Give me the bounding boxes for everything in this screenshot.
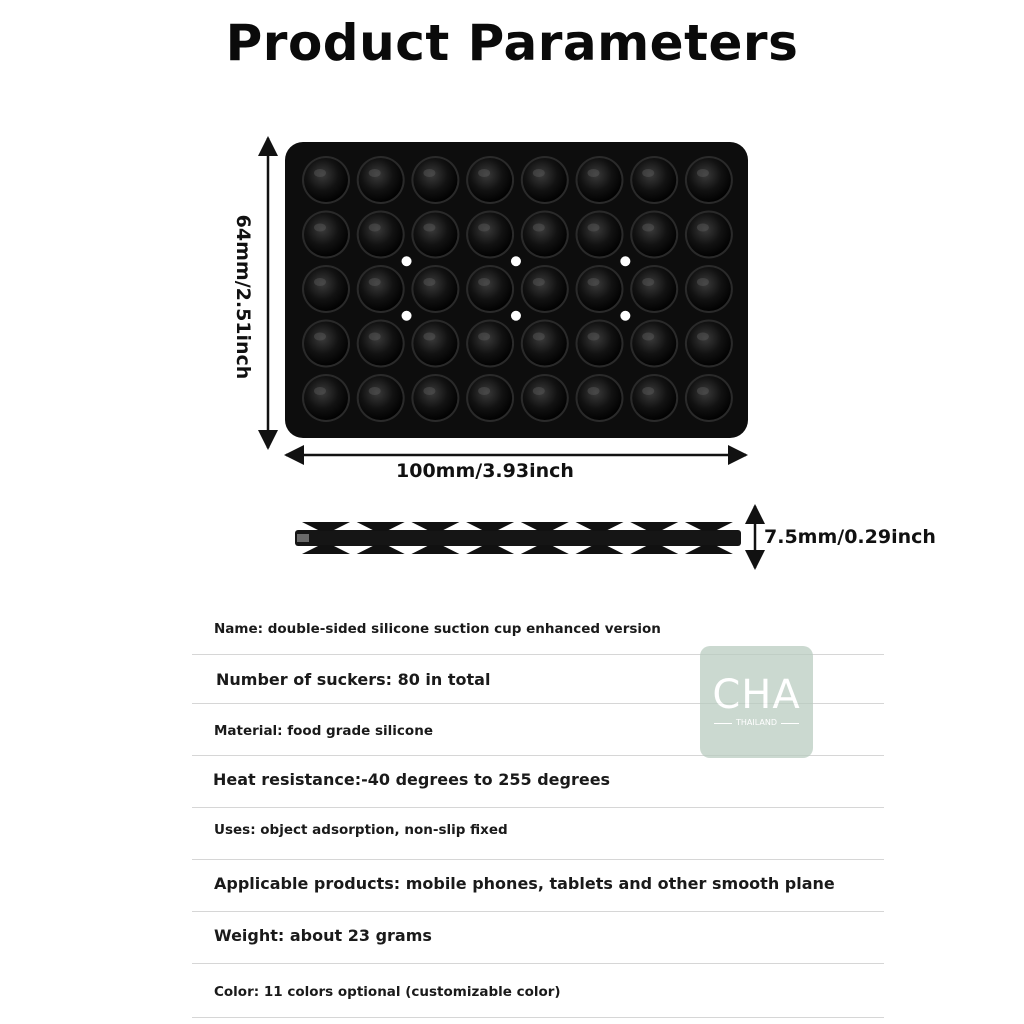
suction-cup-highlight	[533, 169, 545, 177]
suction-cup	[523, 267, 567, 311]
suction-cup-highlight	[642, 333, 654, 341]
suction-cup	[523, 213, 567, 257]
suction-cup	[468, 158, 512, 202]
side-cup-bottom	[357, 545, 405, 554]
suction-cup-highlight	[642, 278, 654, 286]
suction-cup	[304, 213, 348, 257]
side-cup-bottom	[685, 545, 733, 554]
suction-cup-highlight	[369, 169, 381, 177]
suction-cup	[413, 158, 457, 202]
side-cup-top	[630, 522, 678, 531]
suction-cup-highlight	[697, 169, 709, 177]
suction-cup	[687, 322, 731, 366]
side-cup-top	[521, 522, 569, 531]
suction-cup-highlight	[423, 224, 435, 232]
suction-cup	[413, 213, 457, 257]
side-cup-top	[411, 522, 459, 531]
side-cup-bottom	[302, 545, 350, 554]
suction-cup-highlight	[588, 224, 600, 232]
suction-cup-highlight	[369, 333, 381, 341]
suction-cup	[359, 376, 403, 420]
suction-cup-highlight	[588, 333, 600, 341]
suction-cup-highlight	[697, 333, 709, 341]
suction-cup-highlight	[642, 169, 654, 177]
suction-cup	[687, 267, 731, 311]
side-cup-bottom	[411, 545, 459, 554]
suction-cup-highlight	[697, 387, 709, 395]
spec-applicable-products: Applicable products: mobile phones, tablets and other smooth plane	[192, 859, 884, 912]
side-cup-top	[357, 522, 405, 531]
suction-cup-highlight	[697, 278, 709, 286]
suction-cup	[304, 376, 348, 420]
suction-cup	[632, 267, 676, 311]
width-dimension-label: 100mm/3.93inch	[396, 460, 574, 482]
pad-hole	[402, 256, 412, 266]
spec-uses: Uses: object adsorption, non-slip fixed	[192, 807, 884, 860]
suction-cup-highlight	[588, 278, 600, 286]
suction-cup-highlight	[588, 169, 600, 177]
suction-cup	[523, 158, 567, 202]
watermark-subtext: THAILAND	[736, 718, 777, 727]
side-cup-top	[576, 522, 624, 531]
suction-cup	[413, 322, 457, 366]
spec-suckers: Number of suckers: 80 in total	[192, 654, 884, 704]
suction-cup	[468, 376, 512, 420]
suction-cup	[578, 158, 622, 202]
suction-cup-highlight	[533, 278, 545, 286]
thickness-dimension-label: 7.5mm/0.29inch	[764, 526, 936, 548]
height-dimension-label: 64mm/2.51inch	[232, 214, 254, 380]
suction-cup	[304, 158, 348, 202]
side-base	[295, 530, 741, 546]
brand-watermark	[700, 646, 813, 758]
suction-cup-highlight	[533, 333, 545, 341]
side-cup-top	[466, 522, 514, 531]
suction-cup-highlight	[423, 333, 435, 341]
spec-color: Color: 11 colors optional (customizable color)	[192, 963, 884, 1018]
suction-cup	[359, 213, 403, 257]
suction-cup-highlight	[369, 224, 381, 232]
suction-cup	[468, 322, 512, 366]
suction-cup	[523, 376, 567, 420]
side-base-edge	[297, 534, 309, 542]
suction-cup	[632, 213, 676, 257]
side-cup-bottom	[521, 545, 569, 554]
suction-cup-highlight	[423, 278, 435, 286]
suction-cup	[468, 267, 512, 311]
spec-heat-resistance: Heat resistance:-40 degrees to 255 degrees	[192, 755, 884, 808]
suction-cup-highlight	[533, 387, 545, 395]
suction-cup-highlight	[314, 333, 326, 341]
suction-cup-highlight	[478, 333, 490, 341]
pad-hole	[620, 256, 630, 266]
suction-cup	[578, 322, 622, 366]
suction-cup-highlight	[533, 224, 545, 232]
page-title: Product Parameters	[225, 14, 799, 72]
side-cup-top	[302, 522, 350, 531]
spec-name: Name: double-sided silicone suction cup enhanced version	[192, 608, 884, 655]
suction-cup	[304, 267, 348, 311]
suction-cup-highlight	[423, 169, 435, 177]
suction-cup	[687, 158, 731, 202]
suction-cup-highlight	[588, 387, 600, 395]
spec-material: Material: food grade silicone	[192, 703, 884, 756]
suction-cup	[359, 267, 403, 311]
suction-cup-highlight	[642, 224, 654, 232]
pad-hole	[511, 256, 521, 266]
suction-cup	[632, 322, 676, 366]
suction-cup	[687, 213, 731, 257]
suction-cup-highlight	[642, 387, 654, 395]
side-cup-bottom	[630, 545, 678, 554]
suction-cup-highlight	[369, 278, 381, 286]
suction-cup-highlight	[314, 387, 326, 395]
watermark-line-right	[781, 723, 799, 724]
suction-cup-highlight	[423, 387, 435, 395]
suction-cup-highlight	[478, 169, 490, 177]
suction-cup-highlight	[478, 387, 490, 395]
suction-cup	[468, 213, 512, 257]
side-cup-bottom	[466, 545, 514, 554]
suction-cup-highlight	[314, 224, 326, 232]
suction-pad-side-view	[295, 522, 741, 554]
suction-cup	[304, 322, 348, 366]
pad-hole	[402, 311, 412, 321]
suction-cup	[359, 322, 403, 366]
suction-cup	[578, 213, 622, 257]
suction-cup	[687, 376, 731, 420]
suction-cup	[523, 322, 567, 366]
watermark-text: CHA	[712, 672, 801, 718]
pad-hole	[511, 311, 521, 321]
suction-cup-highlight	[478, 278, 490, 286]
suction-cup-highlight	[314, 278, 326, 286]
suction-cup	[359, 158, 403, 202]
suction-cup	[632, 376, 676, 420]
pad-hole	[620, 311, 630, 321]
suction-cup	[413, 267, 457, 311]
spec-weight: Weight: about 23 grams	[192, 911, 884, 964]
suction-cup-highlight	[369, 387, 381, 395]
suction-cup	[578, 267, 622, 311]
suction-cup-highlight	[478, 224, 490, 232]
side-cup-top	[685, 522, 733, 531]
suction-cup	[632, 158, 676, 202]
suction-cup	[413, 376, 457, 420]
suction-pad-top-view	[285, 142, 748, 438]
suction-cup	[578, 376, 622, 420]
suction-cup-highlight	[314, 169, 326, 177]
suction-cup-highlight	[697, 224, 709, 232]
side-cup-bottom	[576, 545, 624, 554]
